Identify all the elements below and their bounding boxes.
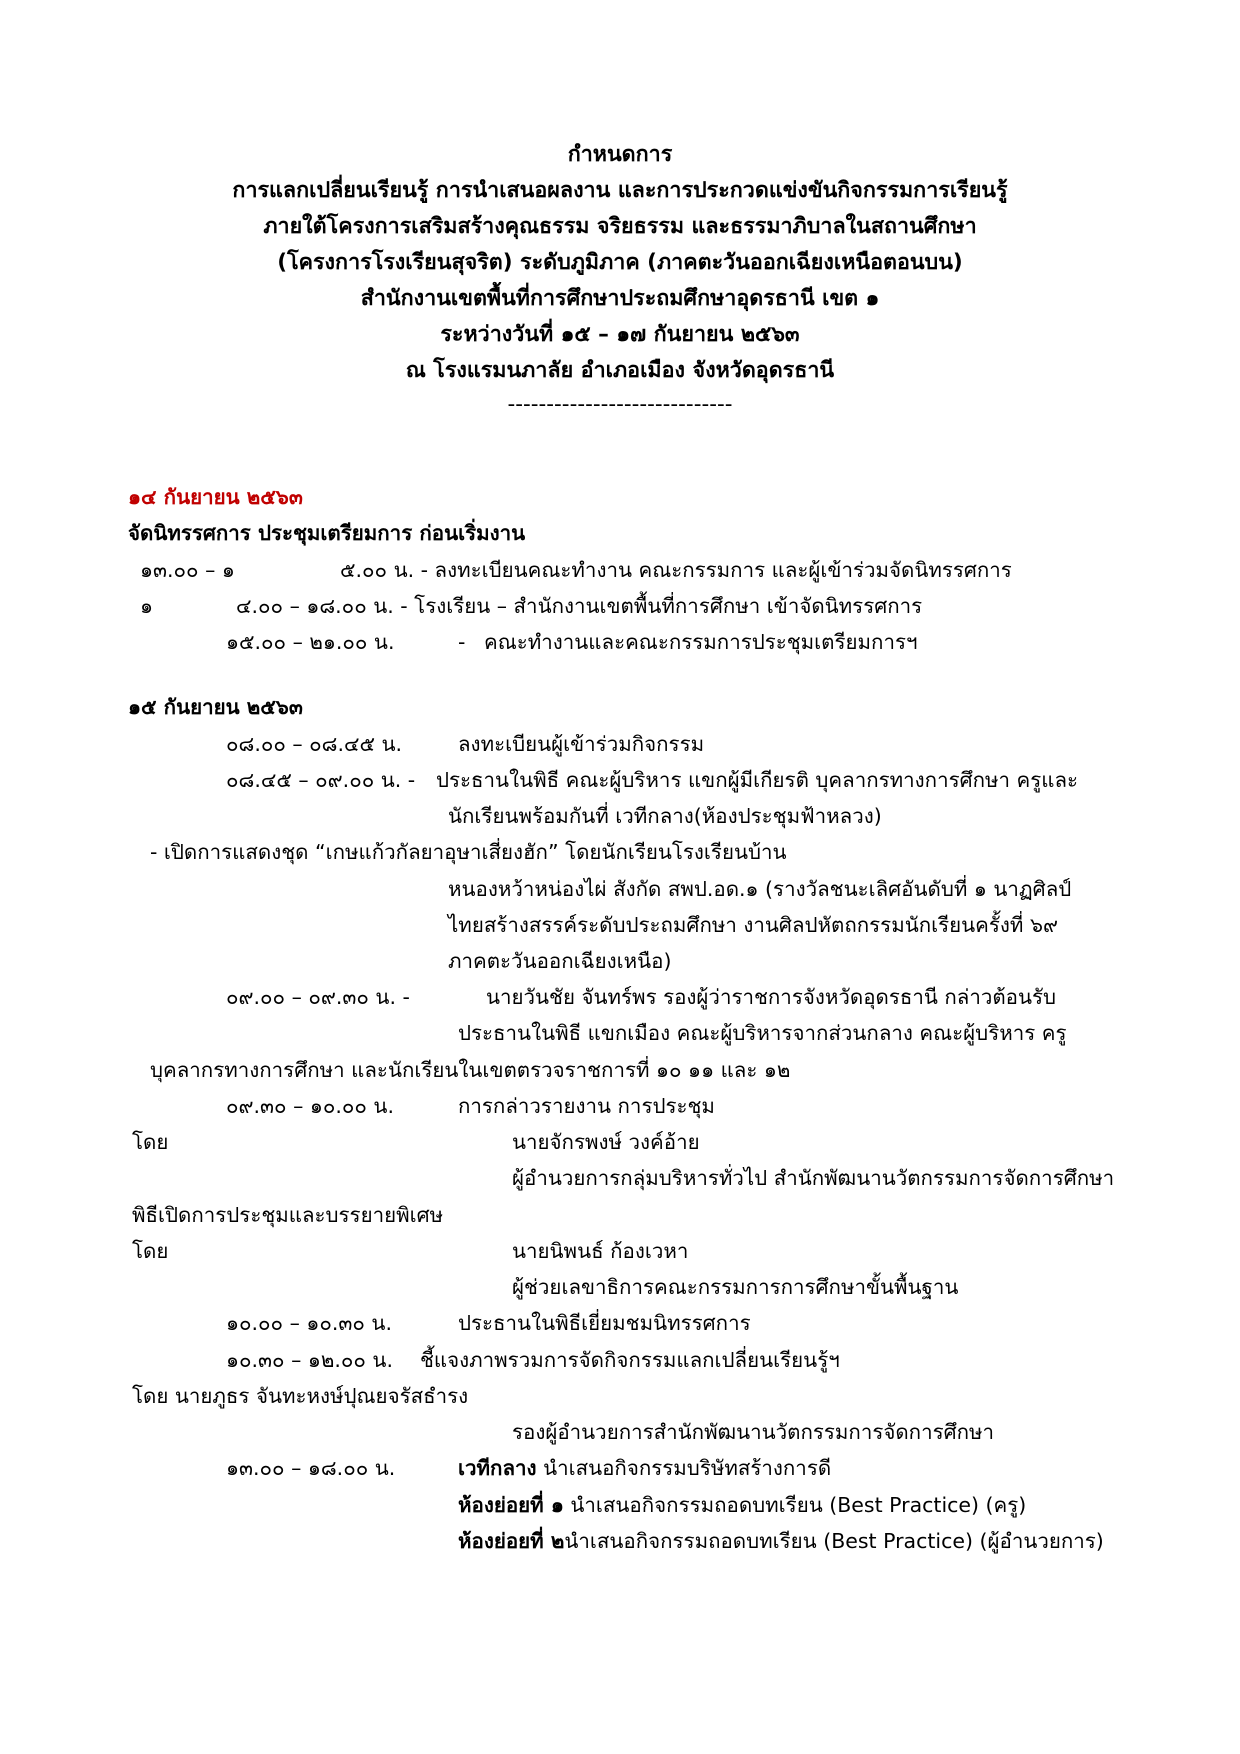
- day15-r3-text2: ประธานในพิธี แขกเมือง คณะผู้บริหารจากส่วนกลาง คณะผู้บริหาร ครู: [458, 1021, 1067, 1045]
- by2-name: นายนิพนธ์ ก้องเวหา: [512, 1239, 689, 1263]
- doc-title: กำหนดการ: [567, 142, 673, 167]
- day14-date: ๑๔ กันยายน ๒๕๖๓: [128, 485, 303, 509]
- doc-venue: ณ โรงแรมนภาลัย อำเภอเมือง จังหวัดอุดรธานี: [405, 358, 835, 383]
- day15-r5-text: ประธานในพิธีเยี่ยมชมนิทรรศการ: [458, 1311, 751, 1335]
- day15-r2-text2: นักเรียนพร้อมกันที่ เวทีกลาง(ห้องประชุมฟ้าหลวง): [448, 804, 882, 828]
- day15-r1-text: ลงทะเบียนผู้เข้าร่วมกิจกรรม: [458, 732, 705, 756]
- day14-row3-text: คณะทำงานและคณะกรรมการประชุมเตรียมการฯ: [484, 630, 918, 654]
- day15-show-line1: - เปิดการแสดงชุด “เกษแก้วกัลยาอุษาเสี่ยงฮัก” โดยนักเรียนโรงเรียนบ้าน: [150, 840, 787, 864]
- day15-r7-time: ๑๓.๐๐ – ๑๘.๐๐ น.: [226, 1456, 396, 1480]
- by2-role: ผู้ช่วยเลขาธิการคณะกรรมการการศึกษาขั้นพื้นฐาน: [512, 1275, 959, 1299]
- room1-text: นำเสนอกิจกรรมถอดบทเรียน (Best Practice) (ครู): [570, 1493, 1027, 1517]
- day15-show-line2: หนองหว้าหน่องไผ่ สังกัด สพป.อด.๑ (รางวัลชนะเลิศอันดับที่ ๑ นาฏศิลป์: [448, 877, 1072, 901]
- day15-date: ๑๕ กันยายน ๒๕๖๓: [128, 695, 303, 719]
- day15-r7-room2: [458, 1526, 1104, 1556]
- day15-r6-time: ๑๐.๓๐ – ๑๒.๐๐ น.: [226, 1348, 393, 1372]
- day15-r2-text1: ประธานในพิธี คณะผู้บริหาร แขกผู้มีเกียรติ บุคลากรทางการศึกษา ครูและ: [436, 768, 1079, 792]
- day14-row1-text: ๕.๐๐ น. - ลงทะเบียนคณะทำงาน คณะกรรมการ และผู้เข้าร่วมจัดนิทรรศการ: [340, 558, 1012, 582]
- day14-row3-time: ๑๕.๐๐ – ๒๑.๐๐ น.: [226, 630, 395, 654]
- main-stage-label: เวทีกลาง: [458, 1456, 537, 1480]
- room2-text: นำเสนอกิจกรรมถอดบทเรียน (Best Practice) (ผู้อำนวยการ): [564, 1529, 1104, 1553]
- day15-show-line4: ภาคตะวันออกเฉียงเหนือ): [448, 949, 672, 973]
- day14-row3-dash: -: [458, 630, 466, 654]
- day15-r5-time: ๑๐.๐๐ – ๑๐.๓๐ น.: [226, 1311, 392, 1335]
- day15-r1-time: ๐๘.๐๐ – ๐๘.๔๕ น.: [226, 732, 403, 756]
- doc-subtitle: การแลกเปลี่ยนเรียนรู้ การนำเสนอผลงาน และการประกวดแข่งขันกิจกรรมการเรียนรู้: [232, 178, 1008, 203]
- day15-r4-text: การกล่าวรายงาน การประชุม: [458, 1094, 715, 1118]
- by1-role: ผู้อำนวยการกลุ่มบริหารทั่วไป สำนักพัฒนานวัตกรรมการจัดการศึกษา: [512, 1166, 1115, 1190]
- by3-role: รองผู้อำนวยการสำนักพัฒนานวัตกรรมการจัดการศึกษา: [512, 1420, 995, 1444]
- room1-label: ห้องย่อยที่ ๑: [458, 1493, 564, 1517]
- day14-row1-time: ๑๓.๐๐ – ๑: [140, 558, 235, 582]
- by3: โดย นายภูธร จันทะหงษ์ปุณยจรัสธำรง: [132, 1384, 469, 1408]
- doc-dates: ระหว่างวันที่ ๑๕ – ๑๗ กันยายน ๒๕๖๓: [440, 322, 800, 347]
- doc-project-sub: (โครงการโรงเรียนสุจริต) ระดับภูมิภาค (ภาคตะวันออกเฉียงเหนือตอนบน): [277, 250, 963, 275]
- by2-label: โดย: [132, 1239, 169, 1263]
- day15-r3-text1: นายวันชัย จันทร์พร รองผู้ว่าราชการจังหวัดอุดรธานี กล่าวต้อนรับ: [486, 985, 1057, 1009]
- opening-ceremony: พิธีเปิดการประชุมและบรรยายพิเศษ: [132, 1203, 444, 1227]
- doc-organization: สำนักงานเขตพื้นที่การศึกษาประถมศึกษาอุดรธานี เขต ๑: [360, 286, 880, 311]
- day14-row2-text: ๔.๐๐ – ๑๘.๐๐ น. - โรงเรียน – สำนักงานเขตพื้นที่การศึกษา เข้าจัดนิทรรศการ: [236, 594, 923, 618]
- main-stage-text: นำเสนอกิจกรรมบริษัทสร้างการดี: [543, 1456, 832, 1480]
- day15-r3-time: ๐๙.๐๐ – ๐๙.๓๐ น. -: [226, 985, 410, 1009]
- day15-r3-text3: บุคลากรทางการศึกษา และนักเรียนในเขตตรวจราชการที่ ๑๐ ๑๑ และ ๑๒: [150, 1058, 791, 1082]
- day15-r4-time: ๐๙.๓๐ – ๑๐.๐๐ น.: [226, 1094, 394, 1118]
- header-divider: -----------------------------: [507, 392, 733, 417]
- day14-row2-time: ๑: [140, 594, 154, 618]
- day14-heading: จัดนิทรรศการ ประชุมเตรียมการ ก่อนเริ่มงาน: [128, 521, 526, 545]
- day15-r2-time: ๐๘.๔๕ – ๐๙.๐๐ น. -: [226, 768, 416, 792]
- day15-show-line3: ไทยสร้างสรรค์ระดับประถมศึกษา งานศิลปหัตถกรรมนักเรียนครั้งที่ ๖๙: [448, 913, 1058, 937]
- by1-name: นายจักรพงษ์ วงค์อ้าย: [512, 1130, 700, 1154]
- day15-r7-main-stage: [458, 1453, 831, 1483]
- day15-r7-room1: [458, 1490, 1026, 1520]
- day15-r6-text: ชี้แจงภาพรวมการจัดกิจกรรมแลกเปลี่ยนเรียนรู้ฯ: [420, 1348, 840, 1372]
- room2-label: ห้องย่อยที่ ๒: [458, 1529, 565, 1553]
- by1-label: โดย: [132, 1130, 169, 1154]
- doc-project: ภายใต้โครงการเสริมสร้างคุณธรรม จริยธรรม และธรรมาภิบาลในสถานศึกษา: [263, 214, 977, 239]
